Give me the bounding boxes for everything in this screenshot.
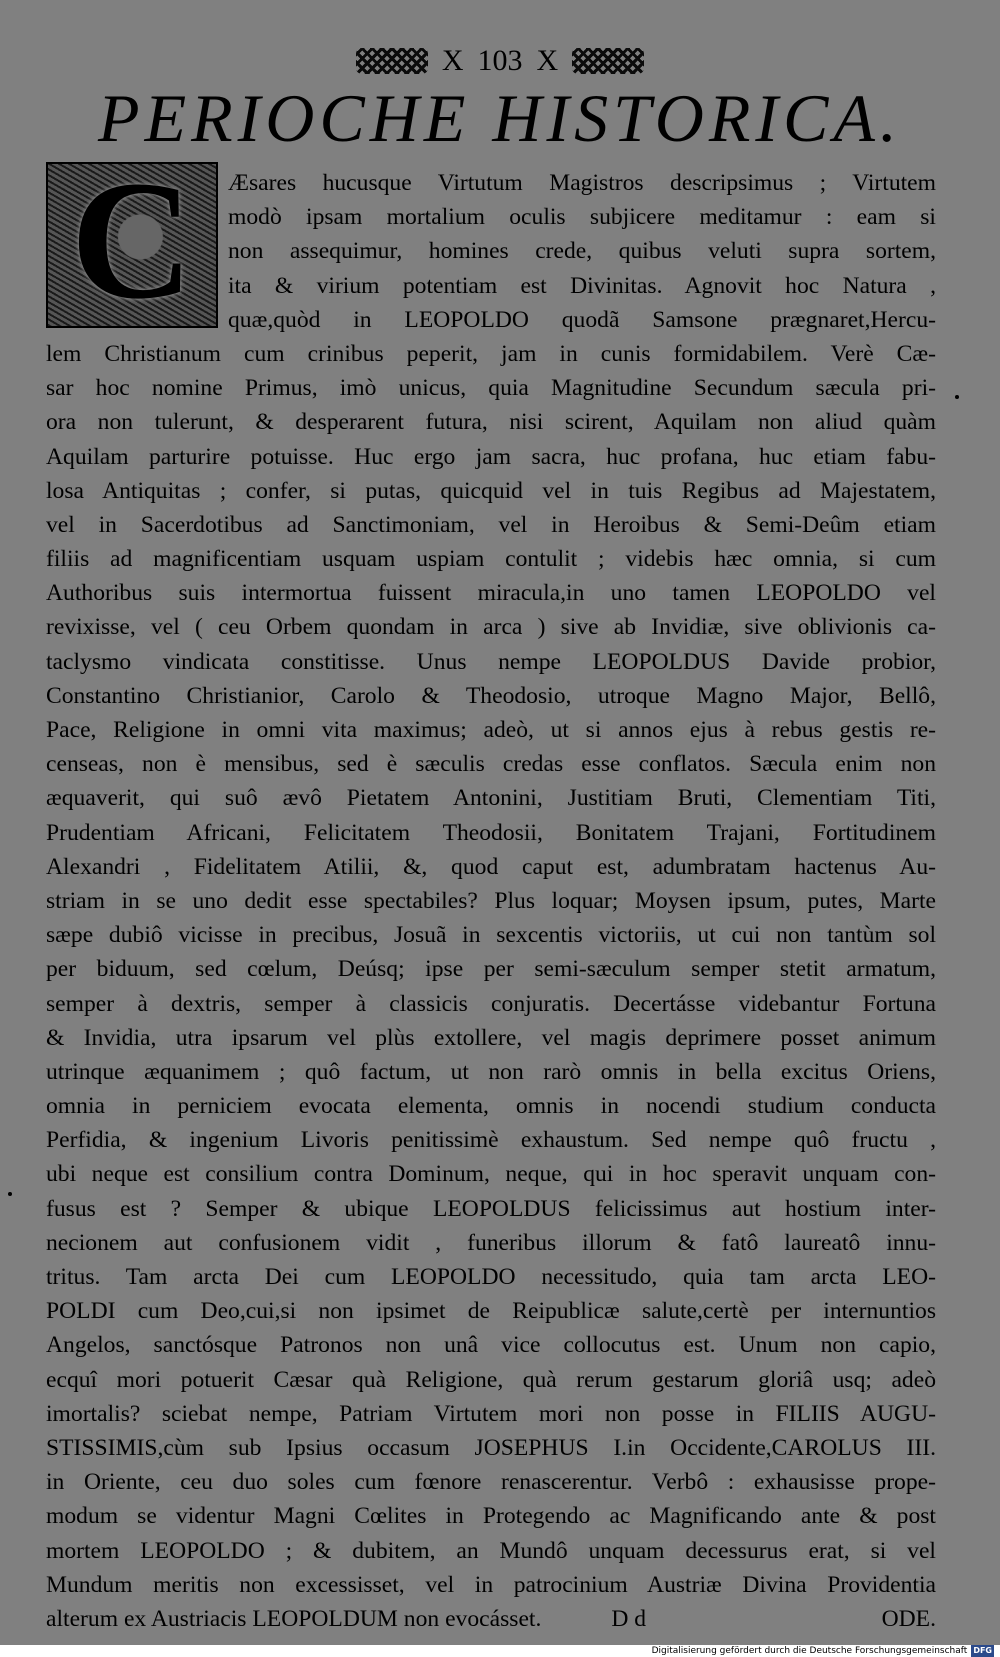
text-line: omnia in perniciem evocata elementa, omnis in nocendi studium conducta — [46, 1093, 936, 1120]
header-mark-left: X — [441, 44, 464, 77]
text-line: lem Christianum cum crinibus peperit, jam in cunis formidabilem. Verè Cæ- — [46, 340, 936, 367]
ornament-right-icon — [572, 48, 644, 74]
text-line: Aquilam parturire potuisse. Huc ergo jam sacra, huc profana, huc etiam fabu- — [46, 443, 936, 470]
text-line: taclysmo vindicata constitisse. Unus nempe LEOPOLDUS Davide probior, — [46, 648, 936, 675]
text-line: Angelos, sanctósque Patronos non unâ vice collocutus est. Unum non capio, — [46, 1332, 936, 1359]
text-line: tritus. Tam arcta Dei cum LEOPOLDO necessitudo, quia tam arcta LEO- — [46, 1264, 936, 1290]
signature-mark: D d — [611, 1605, 647, 1632]
text-line: semper à dextris, semper à classicis conjuratis. Decertásse videbantur Fortuna — [46, 990, 936, 1017]
text-line: in Oriente, ceu duo soles cum fœnore renascerentur. Verbô : exhausisse prope- — [46, 1469, 936, 1496]
text-line: Perfidia, & ingenium Livoris penitissimè exhaustum. Sed nempe quô fructu , — [46, 1127, 936, 1154]
text-line: & Invidia, utra ipsarum vel plùs extollere, vel magis deprimere posset animum — [46, 1024, 936, 1051]
text-line: Authoribus suis intermortua fuissent miracula,in uno tamen LEOPOLDO vel — [46, 580, 936, 607]
text-line: Mundum meritis non excessisset, vel in patrocinium Austriæ Divina Providentia — [46, 1571, 936, 1598]
text-line: modum se videntur Magni Cœlites in Protegendo ac Magnificando ante & post — [46, 1503, 936, 1530]
text-line: æquaverit, qui suô ævô Pietatem Antonini, Justitiam Bruti, Clementiam Titi, — [46, 785, 936, 812]
text-line: utrinque æquanimem ; quô factum, ut non rarò omnis in bella excitus Oriens, — [46, 1058, 936, 1085]
text-line: ita & virium potentiam est Divinitas. Agnovit hoc Natura , — [228, 272, 936, 299]
drop-cap-letter: C — [70, 146, 194, 334]
text-line: fusus est ? Semper & ubique LEOPOLDUS felicissimus aut hostium inter- — [46, 1195, 936, 1222]
text-line: Constantino Christianior, Carolo & Theodosio, utroque Magno Major, Bellô, — [46, 682, 936, 709]
text-line: sar hoc nomine Primus, imò unicus, quia Magnitudine Secundum sæcula pri- — [46, 375, 936, 402]
credit-text: Digitalisierung gefördert durch die Deutsche Forschungsgemeinschaft — [651, 1646, 968, 1656]
text-line — [46, 1602, 936, 1636]
text-line: Pace, Religione in omni vita maximus; adeò, ut si annos ejus à rebus gestis re- — [46, 717, 936, 743]
text-line: Æsares hucusque Virtutum Magistros descripsimus ; Virtutem — [228, 170, 936, 196]
digitization-credit — [652, 1645, 994, 1657]
text-line: ora non tulerunt, & desperarent futura, nisi scirent, Aquilam non aliud quàm — [46, 409, 936, 436]
text-line: modò ipsam mortalium oculis subjicere meditamur : eam si — [228, 204, 936, 231]
text-line: Alexandri , Fidelitatem Atilii, &, quod caput est, adumbratam hactenus Au- — [46, 853, 936, 880]
text-line: quæ,quòd in LEOPOLDO quodã Samsone prægnaret,Hercu- — [228, 306, 936, 333]
text-line: striam in se uno dedit esse spectabiles? Plus loquar; Moysen ipsum, putes, Marte — [46, 887, 936, 914]
running-header — [0, 44, 1000, 78]
ornament-left-icon — [356, 48, 428, 74]
text-line-end: alterum ex Austriacis LEOPOLDUM non evocásset. — [46, 1605, 542, 1632]
text-line: sæpe dubiô vicisse in precibus, Josuã in sexcentis victoriis, ut cui non tantùm sol — [46, 922, 936, 949]
text-line: non assequimur, homines crede, quibus veluti supra sortem, — [228, 238, 936, 265]
dfg-logo: DFG — [973, 1646, 992, 1655]
text-line: STISSIMIS,cùm sub Ipsius occasum JOSEPHUS I.in Occidente,CAROLUS III. — [46, 1434, 936, 1461]
text-line: necionem aut confusionem vidit , funeribus illorum & fatô laureatô innu- — [46, 1229, 936, 1256]
text-line: ubi neque est consilium contra Dominum, neque, qui in hoc speravit unquam con- — [46, 1161, 936, 1188]
page-title: PERIOCHE HISTORICA. — [98, 80, 902, 156]
text-line: revixisse, vel ( ceu Orbem quondam in arca ) sive ab Invidiæ, sive oblivionis ca- — [46, 614, 936, 641]
body-text — [46, 166, 936, 1636]
text-line: losa Antiquitas ; confer, si putas, quicquid vel in tuis Regibus ad Majestatem, — [46, 477, 936, 504]
text-line: ecquî mori potuerit Cæsar quà Religione, quà rerum gestarum gloriâ usq; adeò — [46, 1366, 936, 1393]
text-line: POLDI cum Deo,cui,si non ipsimet de Reipublicæ salute,certè per internuntios — [46, 1298, 936, 1325]
text-line: mortem LEOPOLDO ; & dubitem, an Mundô unquam decessurus erat, si vel — [46, 1537, 936, 1564]
text-line: filiis ad magnificentiam usquam uspiam contulit ; videbis hæc omnia, si cum — [46, 546, 936, 573]
page-number: 103 — [477, 44, 523, 77]
header-mark-right: X — [536, 44, 559, 77]
text-line: vel in Sacerdotibus ad Sanctimoniam, vel in Heroibus & Semi-Deûm etiam — [46, 511, 936, 538]
speck-mark — [8, 1192, 12, 1196]
text-line: Prudentiam Africani, Felicitatem Theodosii, Bonitatem Trajani, Fortitudinem — [46, 819, 936, 846]
text-line: per biduum, sed cœlum, Deúsq; ipse per semi-sæculum semper stetit armatum, — [46, 956, 936, 983]
catchword: ODE. — [881, 1605, 936, 1632]
text-line: imortalis? sciebat nempe, Patriam Virtutem mori non posse in FILIIS AUGU- — [46, 1400, 936, 1427]
speck-mark — [955, 395, 959, 399]
text-line: censeas, non è mensibus, sed è sæculis credas esse conflatos. Sæcula enim non — [46, 751, 936, 778]
